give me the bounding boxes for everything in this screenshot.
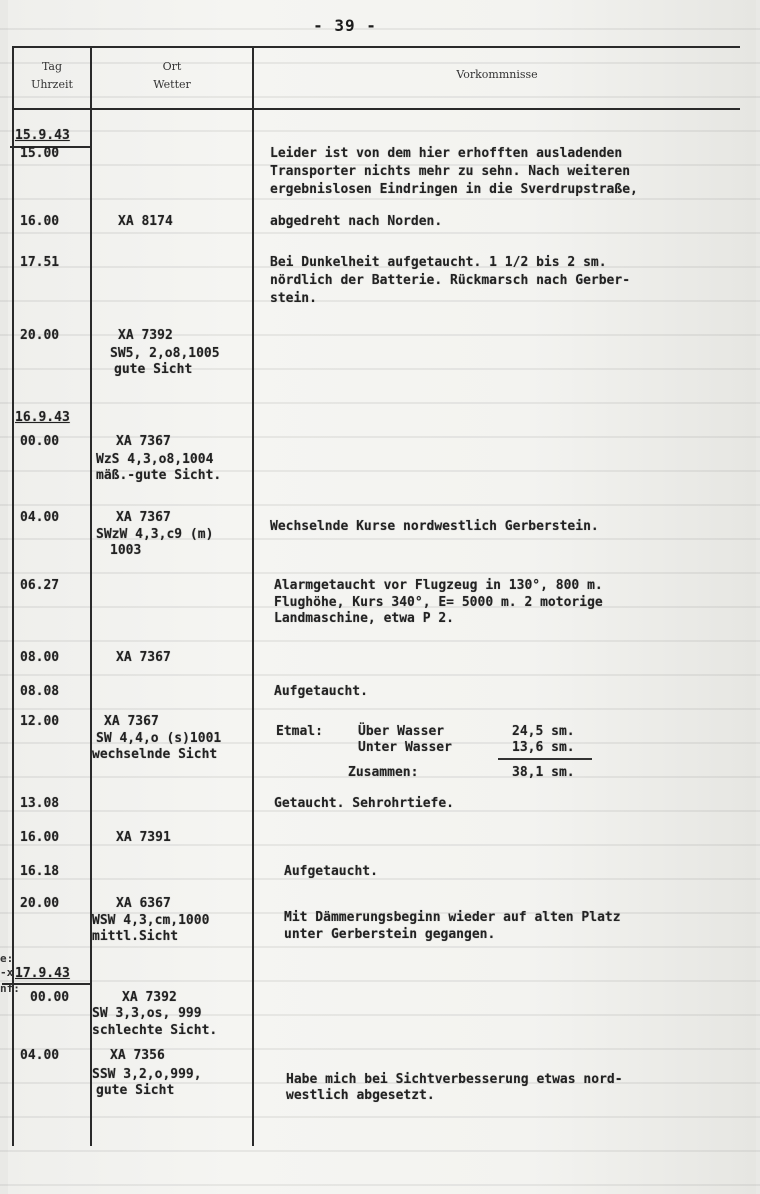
place-line: mäß.-gute Sicht.: [96, 468, 222, 483]
event-line: stein.: [270, 291, 317, 306]
time-cell: 16.00: [20, 830, 60, 845]
event-line: Transporter nichts mehr zu sehn. Nach weiteren: [270, 164, 631, 179]
header-events-label: Vorkommnisse: [456, 68, 538, 81]
place-line: SW 3,3,os, 999: [92, 1006, 202, 1021]
margin-mark: e:: [0, 952, 14, 965]
time-cell: 06.27: [20, 578, 60, 593]
event-line: westlich abgesetzt.: [286, 1088, 435, 1103]
date-entry: 15.9.43: [15, 128, 70, 143]
place-line: WzS 4,3,o8,1004: [96, 452, 214, 467]
place-line: gute Sicht: [96, 1083, 175, 1098]
etmal-sum-line: [498, 758, 592, 760]
place-line: XA 7367: [116, 510, 171, 525]
header-place-label: Ort: [162, 60, 182, 73]
place-line: XA 7367: [104, 714, 159, 729]
etmal-total-value: 38,1 sm.: [512, 765, 575, 780]
place-line: SW 4,4,o (s)1001: [96, 731, 222, 746]
header-day-time: [14, 58, 90, 94]
place-line: XA 6367: [116, 896, 171, 911]
margin-mark: nf:: [0, 982, 20, 995]
place-line: XA 7392: [122, 990, 177, 1005]
time-cell: 12.00: [20, 714, 60, 729]
etmal-over-label: Über Wasser: [358, 724, 445, 739]
column-divider-1: [90, 46, 92, 1146]
place-line: XA 8174: [118, 214, 173, 229]
margin-mark: -x: [0, 966, 14, 979]
event-line: Getaucht. Sehrohrtiefe.: [274, 796, 455, 811]
time-cell: 20.00: [20, 896, 60, 911]
table-top-rule: [12, 46, 740, 48]
time-cell: 00.00: [30, 990, 70, 1005]
header-weather-label: Wetter: [153, 78, 191, 91]
event-line: abgedreht nach Norden.: [270, 214, 443, 229]
place-line: XA 7392: [118, 328, 173, 343]
place-line: XA 7356: [110, 1048, 165, 1063]
time-cell: 15.00: [20, 146, 60, 161]
event-line: nördlich der Batterie. Rückmarsch nach Gerber-: [270, 273, 631, 288]
event-line: Aufgetaucht.: [284, 864, 378, 879]
etmal-total-label: Zusammen:: [348, 765, 419, 780]
place-line: SWzW 4,3,c9 (m): [96, 527, 214, 542]
time-cell: 16.18: [20, 864, 60, 879]
event-line: Flughöhe, Kurs 340°, E= 5000 m. 2 motorige: [274, 595, 603, 610]
event-line: Mit Dämmerungsbeginn wieder auf alten Platz: [284, 910, 621, 925]
event-line: unter Gerberstein gegangen.: [284, 927, 496, 942]
event-line: Bei Dunkelheit aufgetaucht. 1 1/2 bis 2 sm.: [270, 255, 607, 270]
header-place-weather: [92, 58, 252, 94]
time-cell: 04.00: [20, 510, 60, 525]
etmal-over-value: 24,5 sm.: [512, 724, 575, 739]
event-line: Aufgetaucht.: [274, 684, 368, 699]
event-line: Habe mich bei Sichtverbesserung etwas nord-: [286, 1072, 623, 1087]
date-entry: 16.9.43: [15, 410, 70, 425]
place-line: mittl.Sicht: [92, 929, 179, 944]
etmal-under-value: 13,6 sm.: [512, 740, 575, 755]
header-bottom-rule: [12, 108, 740, 110]
page-number: - 39 -: [313, 16, 377, 35]
time-cell: 00.00: [20, 434, 60, 449]
etmal-label: Etmal:: [276, 724, 323, 739]
time-cell: 17.51: [20, 255, 60, 270]
event-line: Landmaschine, etwa P 2.: [274, 611, 455, 626]
event-line: Leider ist von dem hier erhofften ausladenden: [270, 146, 623, 161]
place-line: schlechte Sicht.: [92, 1023, 218, 1038]
place-line: XA 7391: [116, 830, 171, 845]
date-entry: 17.9.43: [15, 966, 70, 981]
place-line: XA 7367: [116, 650, 171, 665]
event-line: Alarmgetaucht vor Flugzeug in 130°, 800 m.: [274, 578, 603, 593]
time-cell: 04.00: [20, 1048, 60, 1063]
place-line: SW5, 2,o8,1005: [110, 346, 220, 361]
place-line: 1003: [110, 543, 142, 558]
time-cell: 08.08: [20, 684, 60, 699]
column-divider-2: [252, 46, 254, 1146]
time-cell: 20.00: [20, 328, 60, 343]
place-line: wechselnde Sicht: [92, 747, 218, 762]
place-line: WSW 4,3,cm,1000: [92, 913, 210, 928]
time-cell: 08.00: [20, 650, 60, 665]
event-line: ergebnislosen Eindringen in die Sverdrupstraße,: [270, 182, 638, 197]
place-line: XA 7367: [116, 434, 171, 449]
place-line: SSW 3,2,o,999,: [92, 1067, 202, 1082]
place-line: gute Sicht: [114, 362, 193, 377]
header-time-label: Uhrzeit: [31, 78, 73, 91]
event-line: Wechselnde Kurse nordwestlich Gerberstein.: [270, 519, 599, 534]
left-border: [12, 46, 14, 1146]
time-cell: 16.00: [20, 214, 60, 229]
time-cell: 13.08: [20, 796, 60, 811]
header-day-label: Tag: [41, 60, 63, 73]
etmal-under-label: Unter Wasser: [358, 740, 452, 755]
